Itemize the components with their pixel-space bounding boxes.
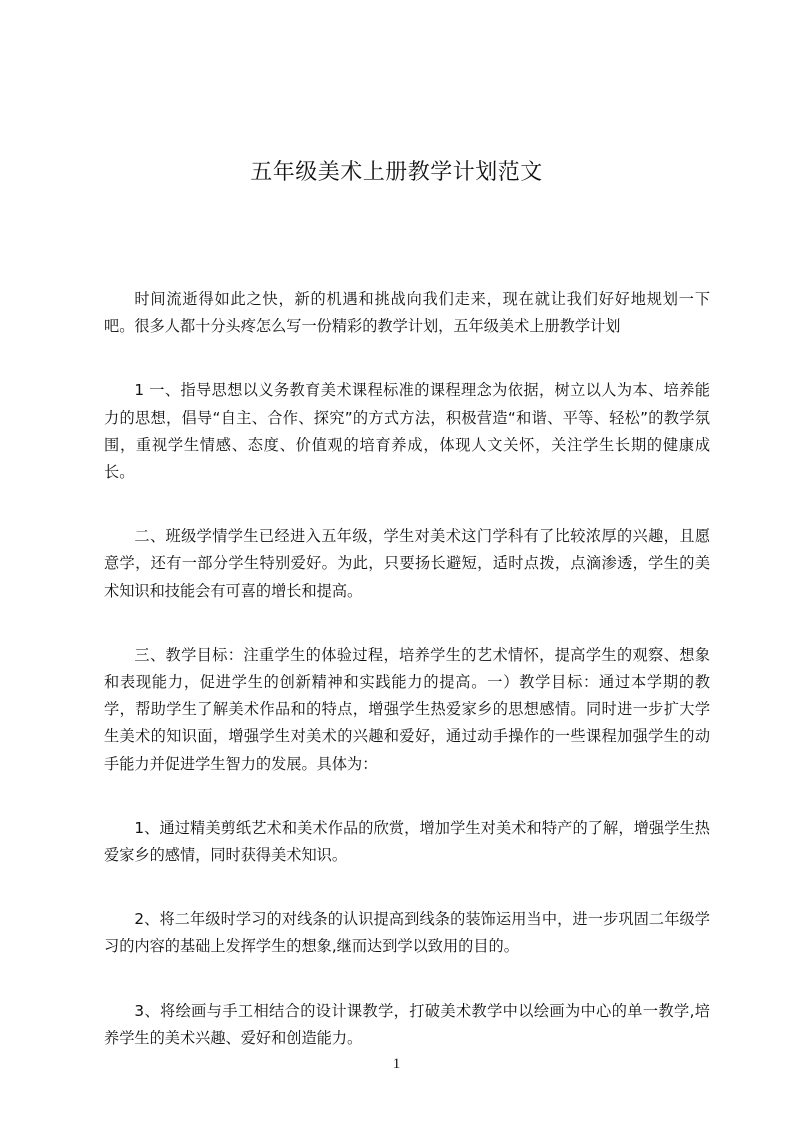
paragraph-teaching-goals: 三、教学目标：注重学生的体验过程，培养学生的艺术情怀，提高学生的观察、想象和表现能力，促进学生的创新精神和实践能力的提高。一）教学目标：通过本学期的教学，帮助学生了解美术作品和的特点，增强学生热爱家乡的思想感情。同时进一步扩大学生美术的知识面，增强学生对美术的兴趣和爱好，通过动手操作的一些课程加强学生的动手能力并促进学生智力的发展。具体为： — [104, 645, 710, 773]
document-title: 五年级美术上册教学计划范文 — [250, 159, 543, 185]
paragraph-intro: 时间流逝得如此之快，新的机遇和挑战向我们走来，现在就让我们好好地规划一下吧。很多人都十分头疼怎么写一份精彩的教学计划，五年级美术上册教学计划 — [104, 290, 710, 336]
paragraph-goal-3: 3、将绘画与手工相结合的设计课教学，打破美术教学中以绘画为中心的单一教学,培养学生的美术兴趣、爱好和创造能力。 — [104, 1001, 710, 1047]
paragraph-goal-2: 2、将二年级时学习的对线条的认识提高到线条的装饰运用当中，进一步巩固二年级学习的内容的基础上发挥学生的想象,继而达到学以致用的目的。 — [104, 910, 710, 956]
paragraph-guiding-ideology: 1 一、指导思想以义务教育美术课程标准的课程理念为依据，树立以人为本、培养能力的思想，倡导“自主、合作、探究”的方式方法，积极营造“和谐、平等、轻松”的教学氛围，重视学生情感、态度、价值观的培育养成，体现人文关怀，关注学生长期的健康成长。 — [104, 381, 710, 482]
paragraph-goal-1: 1、通过精美剪纸艺术和美术作品的欣赏，增加学生对美术和特产的了解，增强学生热爱家乡的感情，同时获得美术知识。 — [104, 818, 710, 865]
document-body — [104, 286, 710, 1089]
paragraph-class-situation: 二、班级学情学生已经进入五年级，学生对美术这门学科有了比较浓厚的兴趣，且愿意学，还有一部分学生特别爱好。为此，只要扬长避短，适时点拨，点滴渗透，学生的美术知识和技能会有可喜的增长和提高。 — [104, 527, 710, 600]
page-number: 1 — [392, 1056, 401, 1072]
